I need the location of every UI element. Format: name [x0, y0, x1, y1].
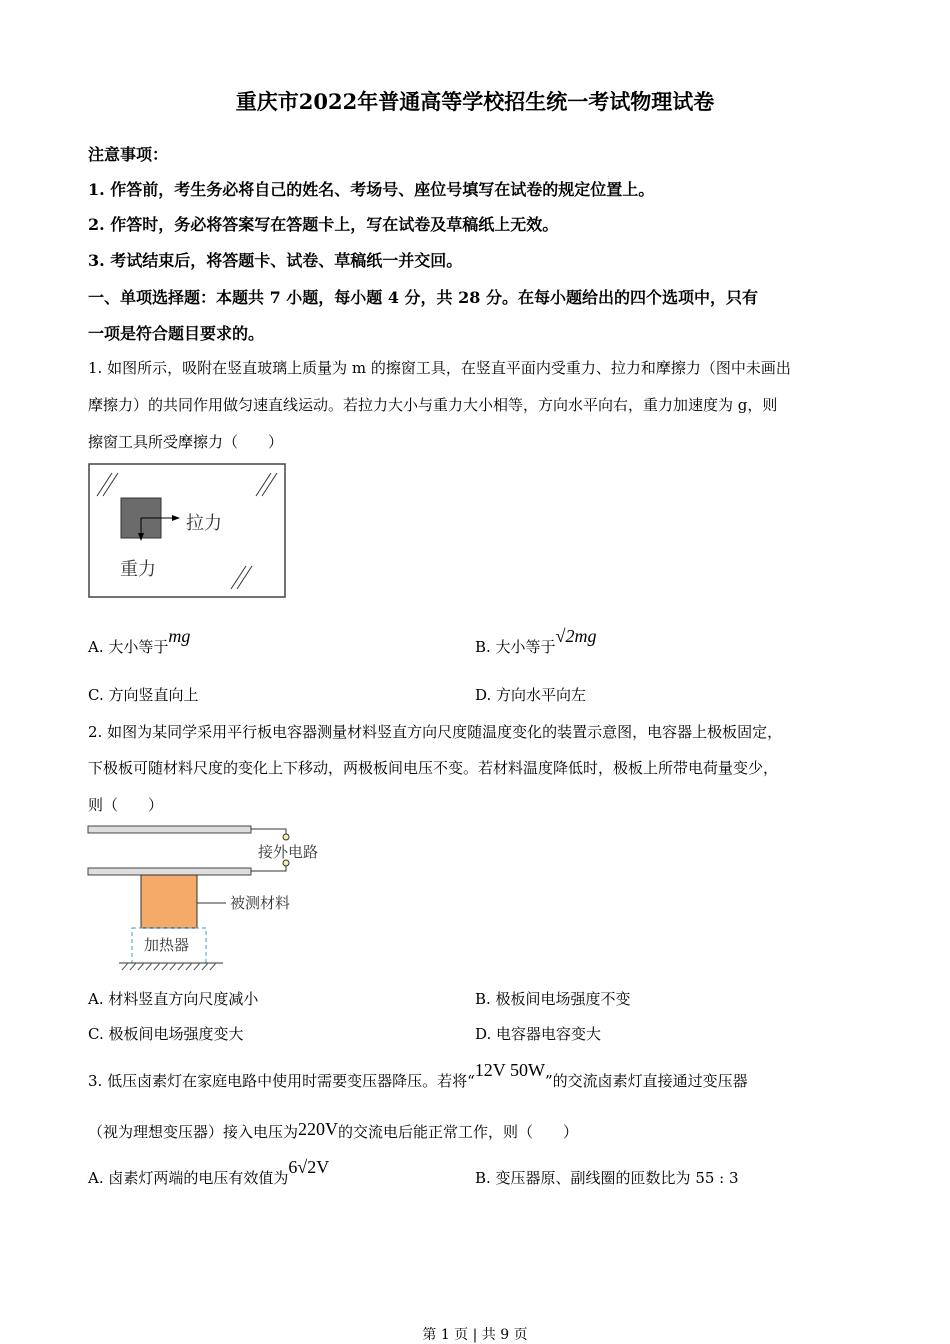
q1-text: 擦窗工具所受摩擦力（ ） — [88, 433, 284, 451]
q2-text: 2. 如图为某同学采用平行板电容器测量材料竖直方向尺度随温度变化的装置示意图，电容器上极板固定， — [88, 723, 783, 741]
heater-label: 加热器 — [144, 936, 190, 954]
q2-option-d[interactable]: D. 电容器电容变大 — [475, 1025, 602, 1043]
q1-text: 1. 如图所示，吸附在竖直玻璃上质量为 m 的擦窗工具，在竖直平面内受重力、拉力和摩擦力（图中未画出 — [88, 359, 791, 377]
ground-hatch-icon — [122, 963, 216, 970]
lower-plate — [88, 868, 251, 875]
q2-option-a[interactable]: A. 材料竖直方向尺度减小 — [88, 990, 259, 1008]
option-label: B. 大小等于 — [475, 638, 556, 656]
text: ”的交流卤素灯直接通过变压器 — [544, 1072, 748, 1090]
material-label: 被测材料 — [230, 894, 291, 912]
section-heading: 一、单项选择题：本题共 7 小题，每小题 4 分，共 28 分。在每小题给出的四个选项中，只有 — [88, 288, 758, 307]
gravity-label: 重力 — [120, 559, 156, 580]
q1-option-d[interactable]: D. 方向水平向左 — [475, 686, 587, 704]
text: 的交流电后能正常工作，则（ ） — [338, 1123, 579, 1141]
q1-text: 摩擦力）的共同作用做匀速直线运动。若拉力大小与重力大小相等，方向水平向右，重力加速度为 g，则 — [88, 396, 778, 414]
upper-plate — [88, 826, 251, 833]
section-heading-cont: 一项是符合题目要求的。 — [88, 324, 265, 343]
q3-option-b[interactable]: B. 变压器原、副线圈的匝数比为 55 : 3 — [475, 1169, 739, 1187]
option-label: A. 大小等于 — [88, 638, 169, 656]
note-item: 2. 作答时，务必将答案写在答题卡上，写在试卷及草稿纸上无效。 — [88, 215, 559, 234]
q1-option-c[interactable]: C. 方向竖直向上 — [88, 686, 199, 704]
arrow-right-icon — [172, 515, 180, 521]
math: 220V — [298, 1119, 339, 1139]
q3-text — [88, 1060, 748, 1091]
option-math: 6√2V — [288, 1157, 330, 1177]
note-item: 3. 考试结束后，将答题卡、试卷、草稿纸一并交回。 — [88, 251, 463, 270]
pull-label: 拉力 — [186, 513, 222, 534]
material-block — [141, 875, 197, 928]
q1-option-b[interactable] — [475, 626, 597, 657]
text: 3. 低压卤素灯在家庭电路中使用时需要变压器降压。若将“ — [88, 1072, 475, 1090]
q2-figure — [86, 822, 336, 972]
q3-option-a[interactable] — [88, 1157, 330, 1188]
q3-text — [88, 1121, 578, 1142]
q2-text: 则（ ） — [88, 796, 164, 814]
note-item: 1. 作答前，考生务必将自己的姓名、考场号、座位号填写在试卷的规定位置上。 — [88, 180, 655, 199]
q2-text: 下极板可随材料尺度的变化上下移动，两极板间电压不变。若材料温度降低时，极板上所带电荷量变少， — [88, 759, 779, 777]
q2-option-b[interactable]: B. 极板间电场强度不变 — [475, 990, 631, 1008]
math: 12V 50W — [474, 1060, 545, 1080]
page-title: 重庆市2022年普通高等学校招生统一考试物理试卷 — [235, 89, 715, 114]
terminal-icon — [283, 834, 289, 840]
option-math: √2mg — [555, 626, 597, 646]
option-label: A. 卤素灯两端的电压有效值为 — [88, 1169, 289, 1187]
q2-option-c[interactable]: C. 极板间电场强度变大 — [88, 1025, 244, 1043]
option-math: mg — [168, 626, 191, 646]
notes-heading: 注意事项： — [88, 145, 169, 164]
q1-figure — [88, 463, 286, 598]
page-footer: 第 1 页 | 共 9 页 — [422, 1327, 528, 1343]
text: （视为理想变压器）接入电压为 — [88, 1123, 299, 1141]
q1-option-a[interactable] — [88, 626, 191, 657]
circuit-label: 接外电路 — [258, 843, 319, 861]
